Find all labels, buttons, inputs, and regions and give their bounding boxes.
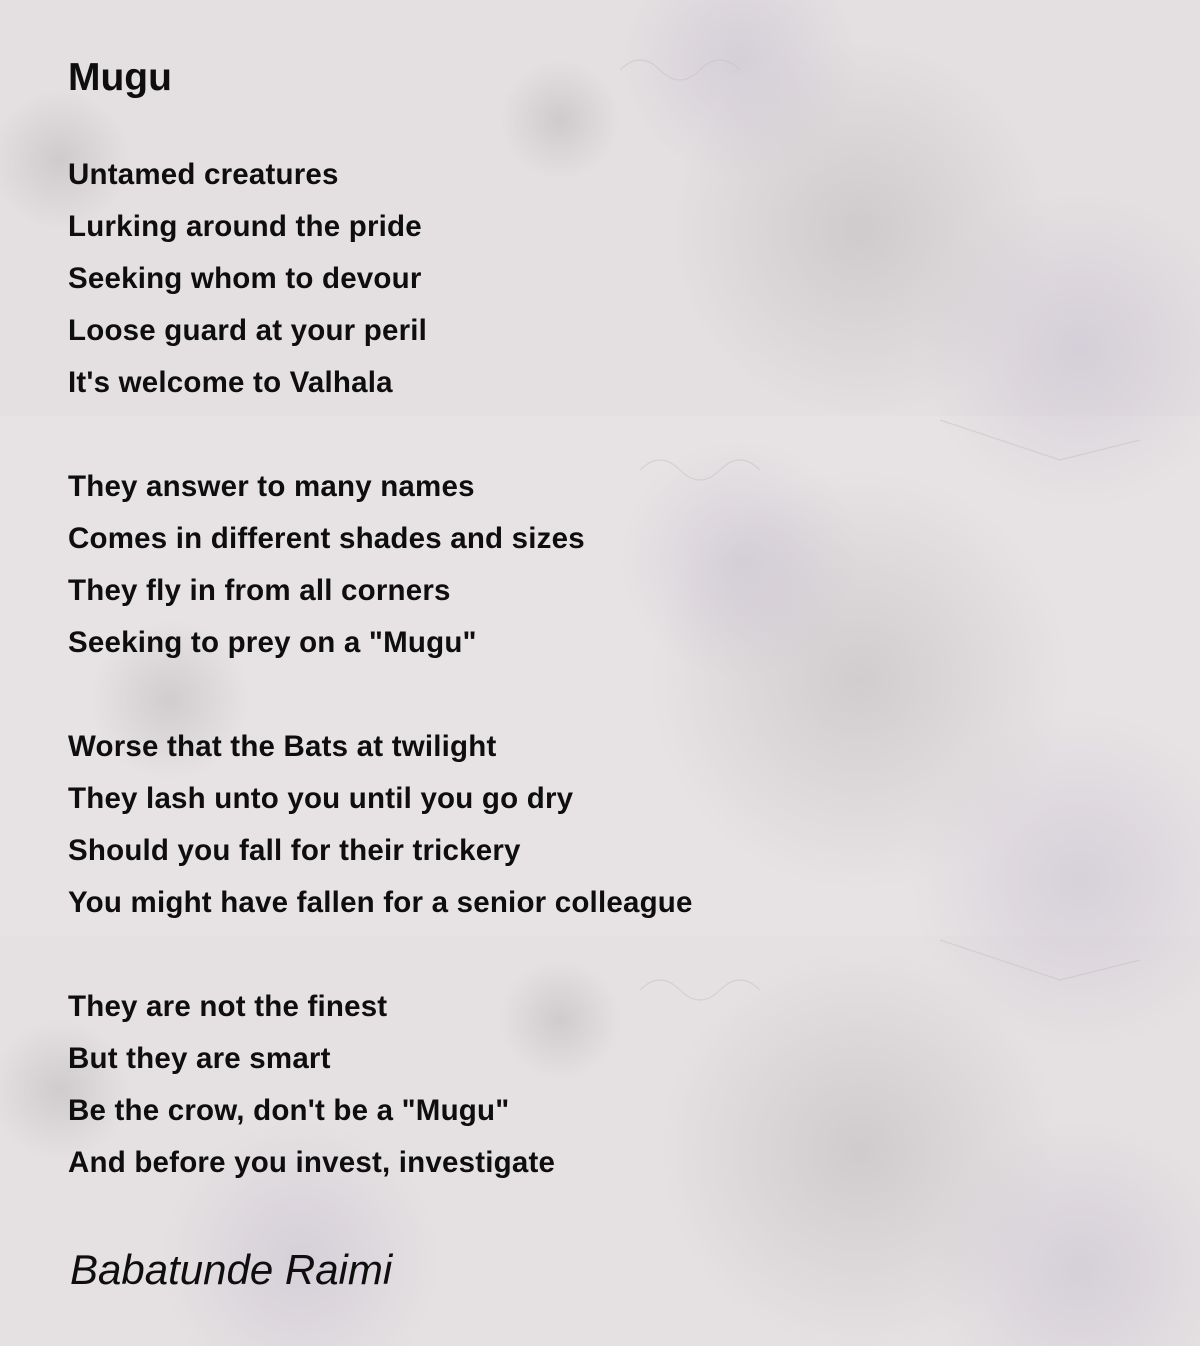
poem-line: Comes in different shades and sizes (68, 522, 585, 555)
poem-line: They are not the finest (68, 990, 388, 1023)
poem-line: You might have fallen for a senior colleague (68, 886, 693, 919)
stanza-3 (68, 721, 693, 929)
poem-line: It's welcome to Valhala (68, 366, 393, 399)
poem-author: Babatunde Raimi (70, 1246, 393, 1293)
stanza-2 (68, 461, 585, 669)
poem-title: Mugu (68, 56, 172, 99)
poem-line: And before you invest, investigate (68, 1146, 556, 1179)
stanza-1 (68, 149, 427, 409)
poem-line: Lurking around the pride (68, 210, 422, 243)
poem-line: Should you fall for their trickery (68, 834, 521, 867)
poem-line: Untamed creatures (68, 158, 339, 191)
poem-line: Seeking whom to devour (68, 262, 422, 295)
poem-line: Be the crow, don't be a "Mugu" (68, 1094, 510, 1127)
poem-line: Worse that the Bats at twilight (68, 730, 497, 763)
stanza-4 (68, 981, 555, 1189)
poem-line: They lash unto you until you go dry (68, 782, 574, 815)
poem-line: They fly in from all corners (68, 574, 451, 607)
poem-line: They answer to many names (68, 470, 475, 503)
poem-line: But they are smart (68, 1042, 331, 1075)
poem-line: Seeking to prey on a "Mugu" (68, 626, 477, 659)
poem-line: Loose guard at your peril (68, 314, 428, 347)
